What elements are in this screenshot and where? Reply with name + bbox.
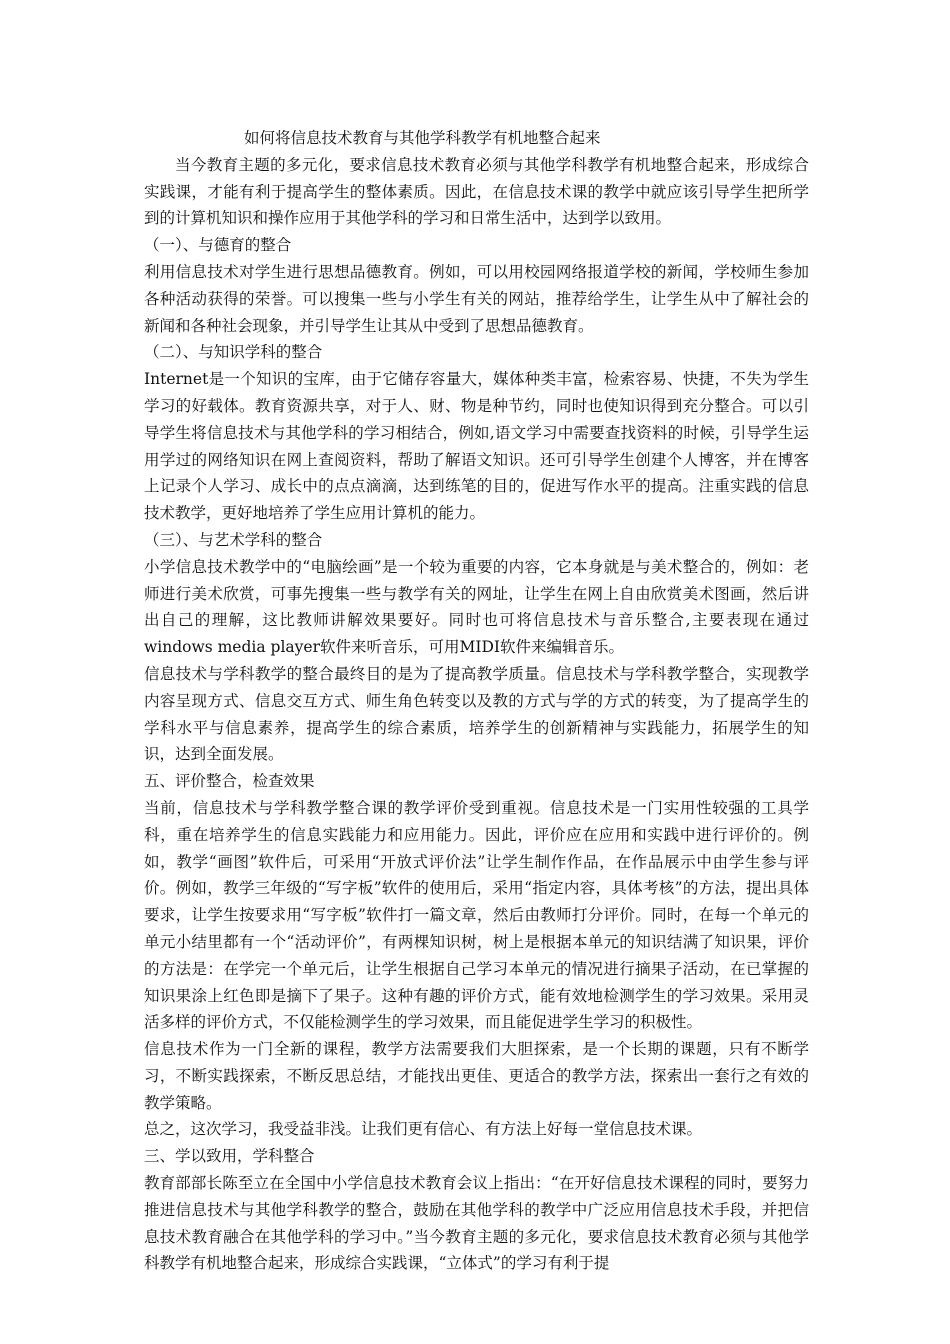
section-heading-application: 三、学以致用，学科整合 (144, 1147, 315, 1166)
paragraph-art: 小学信息技术教学中的“电脑绘画”是一个较为重要的内容，它本身就是与美术整合的，例如：老师进行美术欣赏，可事先搜集一些与教学有关的网址，让学生在网上自由欣赏美术图画，然后讲出自己的理解，这比教师讲解效果要好。同时也可将信息技术与音乐整合,主要表现在通过windows media player软件来听音乐，可用MIDI软件来编辑音乐。 (144, 557, 809, 657)
section-heading-art: （三）、与艺术学科的整合 (144, 530, 323, 549)
paragraph-knowledge: Internet是一个知识的宝库，由于它储存容量大，媒体种类丰富，检索容易、快捷，不失为学生学习的好载体。教育资源共享，对于人、财、物是种节约，同时也使知识得到充分整合。可以引导学生将信息技术与其他学科的学习相结合，例如,语文学习中需要查找资料的时候，引导学生运用学过的网络知识在网上查阅资料，帮助了解语文知识。还可引导学生创建个人博客，并在博客上记录个人学习、成长中的点点滴滴，达到练笔的目的，促进写作水平的提高。注重实践的信息技术教学，更好地培养了学生应用计算机的能力。 (144, 370, 809, 523)
section-heading-moral: （一）、与德育的整合 (144, 236, 292, 255)
paragraph-summary: 总之，这次学习，我受益非浅。让我们更有信心、有方法上好每一堂信息技术课。 (144, 1120, 703, 1139)
paragraph-moral: 利用信息技术对学生进行思想品德教育。例如，可以用校园网络报道学校的新闻，学校师生参加各种活动获得的荣誉。可以搜集一些与小学生有关的网站，推荐给学生，让学生从中了解社会的新闻和各种社会现象，并引导学生让其从中受到了思想品德教育。 (144, 262, 809, 335)
document-title: 如何将信息技术教育与其他学科教学有机地整合起来 (244, 129, 601, 147)
paragraph-exploration: 信息技术作为一门全新的课程，教学方法需要我们大胆探索，是一个长期的课题，只有不断学习，不断实践探索，不断反思总结，才能找出更佳、更适合的教学方法，探索出一套行之有效的教学策略。 (144, 1040, 809, 1112)
intro-paragraph: 当今教育主题的多元化，要求信息技术教育必须与其他学科教学有机地整合起来，形成综合实践课，才能有利于提高学生的整体素质。因此，在信息技术课的教学中就应该引导学生把所学到的计算机知识和操作应用于其他学科的学习和日常生活中，达到学以致用。 (144, 155, 809, 228)
paragraph-integration-goal: 信息技术与学科教学的整合最终目的是为了提高教学质量。信息技术与学科教学整合，实现教学内容呈现方式、信息交互方式、师生角色转变以及教的方式与学的方式的转变，为了提高学生的学科水平与信息素养，提高学生的综合素质，培养学生的创新精神与实践能力，拓展学生的知识，达到全面发展。 (144, 664, 809, 764)
section-heading-evaluation: 五、评价整合，检查效果 (144, 772, 315, 791)
paragraph-evaluation: 当前，信息技术与学科教学整合课的教学评价受到重视。信息技术是一门实用性较强的工具学科，重在培养学生的信息实践能力和应用能力。因此，评价应在应用和实践中进行评价的。例如，教学“画图”软件后，可采用“开放式评价法”让学生制作作品，在作品展示中由学生参与评价。例如，教学三年级的“写字板”软件的使用后，采用“指定内容，具体考核”的方法，提出具体要求，让学生按要求用“写字板”软件打一篇文章，然后由教师打分评价。同时，在每一个单元的单元小结里都有一个“活动评价”，有两棵知识树，树上是根据本单元的知识结满了知识果，评价的方法是：在学完一个单元后，让学生根据自己学习本单元的情况进行摘果子活动，在已掌握的知识果涂上红色即是摘下了果子。这种有趣的评价方式，能有效地检测学生的学习效果。采用灵活多样的评价方式，不仅能检测学生的学习效果，而且能促进学生学习的积极性。 (144, 798, 809, 1032)
paragraph-application: 教育部部长陈至立在全国中小学信息技术教育会议上指出：“在开好信息技术课程的同时，要努力推进信息技术与其他学科教学的整合，鼓励在其他学科的教学中广泛应用信息技术手段，并把信息技术教育融合在其他学科的学习中。”当今教育主题的多元化，要求信息技术教育必须与其他学科教学有机地整合起来，形成综合实践课，“立体式”的学习有利于提 (144, 1174, 809, 1273)
document-page (144, 125, 809, 1277)
section-heading-knowledge: （二）、与知识学科的整合 (144, 343, 323, 362)
